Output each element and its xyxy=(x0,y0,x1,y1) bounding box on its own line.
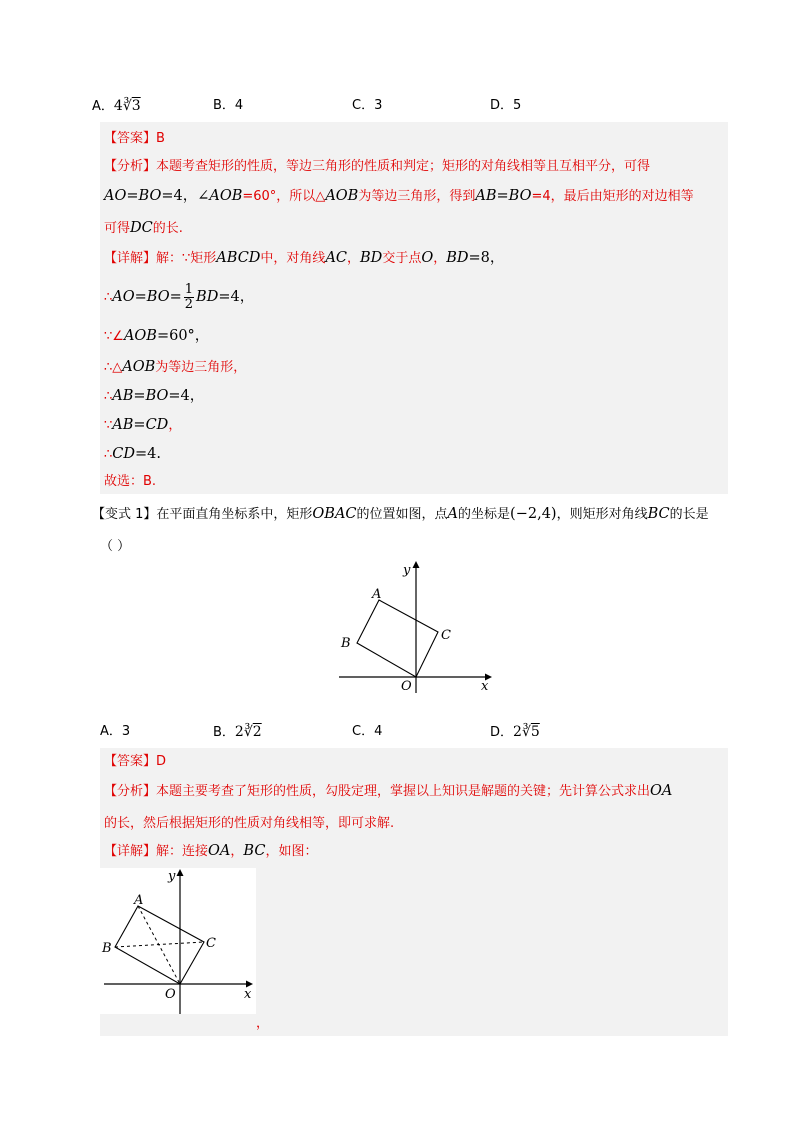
math-coord: (−2,4) xyxy=(510,506,557,522)
rectangle-obac xyxy=(357,600,438,677)
label-b: B xyxy=(102,941,112,956)
text-seg: 中，对角线 xyxy=(260,251,326,266)
question-tag: 【变式 1】 xyxy=(92,507,157,522)
option-value: 5 xyxy=(513,98,522,113)
math-aob: AOB xyxy=(122,359,156,375)
detail-line-1 xyxy=(104,841,317,862)
option-letter: C． xyxy=(352,98,375,113)
detail-line-7 xyxy=(104,444,161,465)
coordinate-figure xyxy=(335,558,495,698)
math-eq: = xyxy=(126,188,139,204)
detail-line-4 xyxy=(104,357,246,378)
text-seg: 的坐标是 xyxy=(458,507,511,522)
detail-line-6 xyxy=(104,415,181,436)
analysis-tag: 【分析】 xyxy=(104,159,157,174)
math-ao: AO xyxy=(112,289,135,305)
option-c xyxy=(352,96,382,116)
because: ∵ xyxy=(104,418,113,433)
text-seg: ， xyxy=(230,844,244,859)
math-val: =60°， xyxy=(156,328,210,344)
option-letter: D． xyxy=(490,98,514,113)
math-aob: AOB xyxy=(325,188,359,204)
text-seg: 本题主要考查了矩形的性质，勾股定理，掌握以上知识是解题的关键；先计算公式求出 xyxy=(156,784,651,799)
math-cd: CD xyxy=(145,417,169,433)
text-seg: 的位置如图，点 xyxy=(356,507,448,522)
text-seg: 为等边三角形，得到 xyxy=(358,189,476,204)
coef: 2 xyxy=(234,724,244,740)
math-ab: AB xyxy=(112,388,134,404)
math-cd: CD xyxy=(112,446,136,462)
detail-tag: 【详解】 xyxy=(104,844,157,859)
math-bo: BO xyxy=(508,188,532,204)
text-seg: ，如图： xyxy=(265,844,318,859)
math-eq: = xyxy=(169,289,182,305)
analysis-line-1 xyxy=(104,157,650,177)
option-c xyxy=(352,722,382,742)
label-x: x xyxy=(481,679,489,694)
math-val: =4. xyxy=(135,446,161,462)
option-value: 3 xyxy=(374,98,383,113)
math-bd: BD xyxy=(446,250,469,266)
therefore: ∴△ xyxy=(104,360,123,375)
option-value: 4 xyxy=(234,98,244,113)
math-eq: = xyxy=(496,188,509,204)
text-seg: 可得 xyxy=(104,221,131,236)
text-seg: ， xyxy=(168,418,182,433)
option-letter: B． xyxy=(213,725,235,740)
label-a: A xyxy=(372,587,382,602)
because: ∵∠ xyxy=(104,329,124,344)
math-bd: BD xyxy=(360,250,383,266)
option-letter: C． xyxy=(352,724,375,739)
option-letter: D． xyxy=(490,725,514,740)
label-b: B xyxy=(341,636,351,651)
math-bc: BC xyxy=(647,506,670,522)
fraction-half xyxy=(184,283,194,312)
analysis-tag: 【分析】 xyxy=(104,784,157,799)
answer-paren: （ ） xyxy=(100,539,131,554)
math-ao: AO xyxy=(104,188,127,204)
math-dc: DC xyxy=(130,220,153,236)
label-c: C xyxy=(441,628,451,643)
option-value: 3 xyxy=(121,724,131,739)
answer-line: 【答案】B xyxy=(104,131,165,146)
text-seg: 交于点 xyxy=(382,251,422,266)
text-seg: 解：连接 xyxy=(156,844,209,859)
math-bo: BO xyxy=(146,289,170,305)
text-seg: 的长是 xyxy=(669,507,709,522)
detail-line-1 xyxy=(104,248,504,269)
option-letter: A． xyxy=(100,724,122,739)
therefore: ∴ xyxy=(104,447,113,462)
option-value: 2∛2 xyxy=(234,724,262,740)
math-eq: = xyxy=(133,417,146,433)
math-val: =8， xyxy=(468,250,505,266)
math-obac: OBAC xyxy=(312,506,357,522)
math-bo: BO xyxy=(138,188,162,204)
option-value: 4∛3 xyxy=(113,98,141,114)
coef: 2 xyxy=(513,724,522,740)
math-bd: BD xyxy=(196,289,219,305)
option-a xyxy=(100,722,130,742)
text-seg: ，则矩形对角线 xyxy=(556,507,648,522)
text-seg: 为等边三角形， xyxy=(155,360,247,375)
detail-line-5 xyxy=(104,386,204,407)
math-val: =4， xyxy=(218,289,255,305)
label-y: y xyxy=(403,563,411,578)
math-aob: AOB xyxy=(123,328,157,344)
math-ac: AC xyxy=(325,250,348,266)
y-axis-arrow xyxy=(413,561,420,568)
choose-line: 故选：B. xyxy=(104,474,157,489)
therefore: ∴ xyxy=(104,389,113,404)
option-letter: B． xyxy=(213,98,235,113)
analysis-line-2 xyxy=(104,186,694,207)
math-eq: = xyxy=(134,289,147,305)
diagonal-bc xyxy=(115,942,204,947)
math-ab: AB xyxy=(475,188,497,204)
y-axis-arrow xyxy=(177,869,184,876)
radicand: 5 xyxy=(530,724,540,740)
label-o: O xyxy=(401,679,412,694)
analysis-line-1 xyxy=(104,781,672,802)
analysis-line-2: 的长，然后根据矩形的性质对角线相等，即可求解. xyxy=(104,816,395,831)
option-d xyxy=(490,722,540,743)
text-seg: =4，最后由矩形的对边相等 xyxy=(531,189,694,204)
math-a: A xyxy=(447,506,459,522)
detail-line-2 xyxy=(104,282,254,313)
text-seg: 解：∵矩形 xyxy=(156,251,217,266)
text-seg: ， xyxy=(433,251,447,266)
therefore: ∴ xyxy=(104,290,113,305)
math-val: =4， xyxy=(168,388,205,404)
math-oa: OA xyxy=(650,783,673,799)
solution-panel-2 xyxy=(100,748,728,1036)
math-eq: = xyxy=(133,388,146,404)
label-y: y xyxy=(168,869,176,884)
label-c: C xyxy=(206,936,216,951)
numerator: 1 xyxy=(184,282,194,297)
detail-tag: 【详解】 xyxy=(104,251,157,266)
math-ab: AB xyxy=(112,417,134,433)
text-seg: =60°，所以△ xyxy=(242,189,326,204)
option-a xyxy=(92,96,141,117)
analysis-line-3 xyxy=(104,218,183,239)
label-x: x xyxy=(244,987,252,1002)
math-aob: AOB xyxy=(209,188,243,204)
option-letter: A． xyxy=(92,99,114,114)
text-seg: 在平面直角坐标系中，矩形 xyxy=(156,507,313,522)
question-variant-1 xyxy=(92,504,709,525)
math-bc: BC xyxy=(243,843,266,859)
solution-panel-1 xyxy=(100,122,728,494)
radicand: 2 xyxy=(252,724,262,740)
coordinate-figure-diagonals xyxy=(100,868,256,1014)
label-o: O xyxy=(165,987,176,1002)
option-b xyxy=(213,96,243,116)
math-bo: BO xyxy=(145,388,169,404)
coef: 4 xyxy=(113,98,123,114)
math-val: =4，∠ xyxy=(161,188,210,204)
detail-line-3 xyxy=(104,326,209,347)
radicand: 3 xyxy=(131,98,141,114)
text-seg: 的长. xyxy=(152,221,183,236)
tail-comma: ， xyxy=(256,1016,270,1031)
math-o: O xyxy=(421,250,434,266)
math-abcd: ABCD xyxy=(216,250,261,266)
analysis-text: 本题考查矩形的性质，等边三角形的性质和判定；矩形的对角线相等且互相平分，可得 xyxy=(156,159,651,174)
answer-line: 【答案】D xyxy=(104,754,167,769)
denominator: 2 xyxy=(184,297,194,312)
text-seg: ， xyxy=(347,251,361,266)
option-value: 4 xyxy=(374,724,383,739)
option-b xyxy=(213,722,262,743)
math-oa: OA xyxy=(208,843,231,859)
label-a: A xyxy=(134,893,144,908)
option-d xyxy=(490,96,521,116)
option-value: 2∛5 xyxy=(513,724,540,740)
